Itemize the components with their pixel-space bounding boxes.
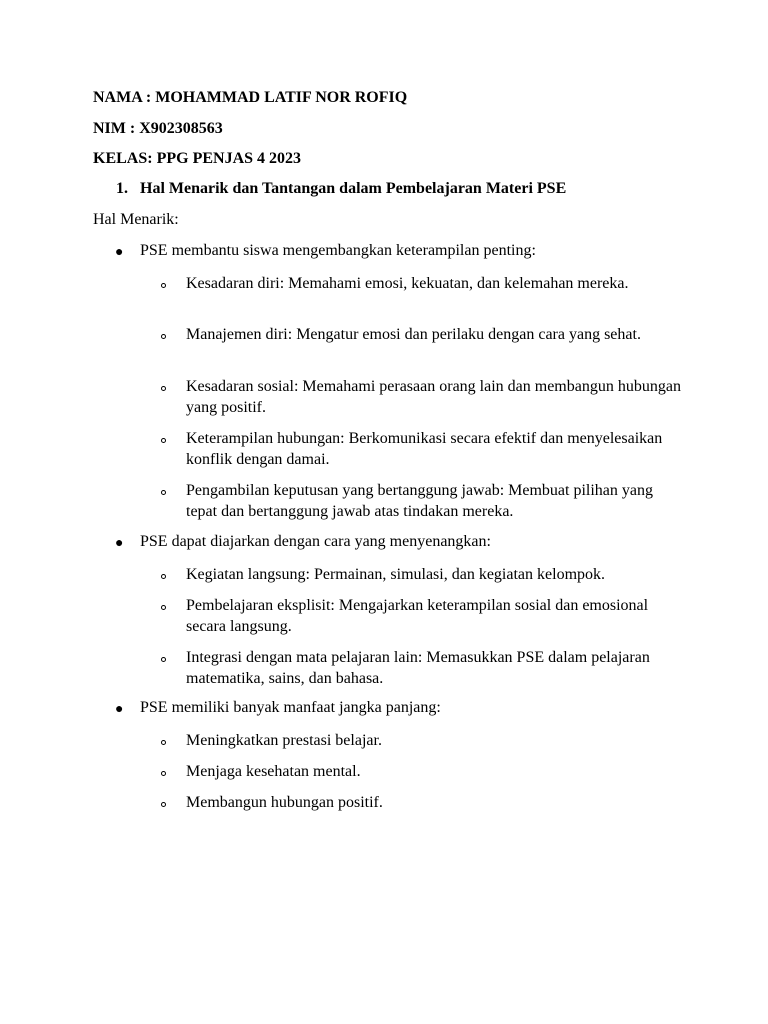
sub-list-item: Menjaga kesehatan mental.	[186, 763, 361, 780]
circle-bullet-icon	[161, 386, 166, 391]
sub-list-item: Kesadaran diri: Memahami emosi, kekuatan, dan kelemahan mereka.	[186, 275, 629, 292]
circle-bullet-icon	[161, 802, 166, 807]
sub-list-item: Manajemen diri: Mengatur emosi dan perilaku dengan cara yang sehat.	[186, 326, 641, 343]
list-item: PSE memiliki banyak manfaat jangka panjang:	[140, 699, 441, 716]
sub-list-item: Keterampilan hubungan: Berkomunikasi secara efektif dan menyelesaikan konflik dengan damai.	[186, 430, 663, 468]
bullet-icon: ●	[115, 536, 124, 551]
subheading-hal-menarik: Hal Menarik:	[93, 211, 179, 228]
section-title: Hal Menarik dan Tantangan dalam Pembelajaran Materi PSE	[140, 180, 567, 197]
student-class: KELAS: PPG PENJAS 4 2023	[93, 150, 302, 167]
sub-list-item: Meningkatkan prestasi belajar.	[186, 732, 382, 749]
section-heading	[116, 179, 566, 199]
circle-bullet-icon	[161, 657, 166, 662]
circle-bullet-icon	[161, 740, 166, 745]
circle-bullet-icon	[161, 490, 166, 495]
section-number: 1.	[116, 180, 128, 197]
student-name: NAMA : MOHAMMAD LATIF NOR ROFIQ	[93, 89, 408, 106]
list-item: PSE dapat diajarkan dengan cara yang menyenangkan:	[140, 533, 491, 550]
circle-bullet-icon	[161, 283, 166, 288]
circle-bullet-icon	[161, 605, 166, 610]
circle-bullet-icon	[161, 438, 166, 443]
sub-list-item: Integrasi dengan mata pelajaran lain: Memasukkan PSE dalam pelajaran matematika, sains, dan bahasa.	[186, 649, 650, 687]
student-nim: NIM : X902308563	[93, 120, 223, 137]
bullet-icon: ●	[115, 702, 124, 717]
circle-bullet-icon	[161, 574, 166, 579]
circle-bullet-icon	[161, 771, 166, 776]
list-item: PSE membantu siswa mengembangkan keterampilan penting:	[140, 242, 536, 259]
circle-bullet-icon	[161, 334, 166, 339]
sub-list-item: Pembelajaran eksplisit: Mengajarkan keterampilan sosial dan emosional secara langsung.	[186, 597, 649, 635]
bullet-icon: ●	[115, 245, 124, 260]
sub-list-item: Pengambilan keputusan yang bertanggung jawab: Membuat pilihan yang tepat dan bertanggung jawab atas tindakan mereka.	[186, 482, 653, 520]
sub-list-item: Kegiatan langsung: Permainan, simulasi, dan kegiatan kelompok.	[186, 566, 606, 583]
sub-list-item: Kesadaran sosial: Memahami perasaan orang lain dan membangun hubungan yang positif.	[186, 378, 681, 416]
sub-list-item: Membangun hubungan positif.	[186, 794, 383, 811]
